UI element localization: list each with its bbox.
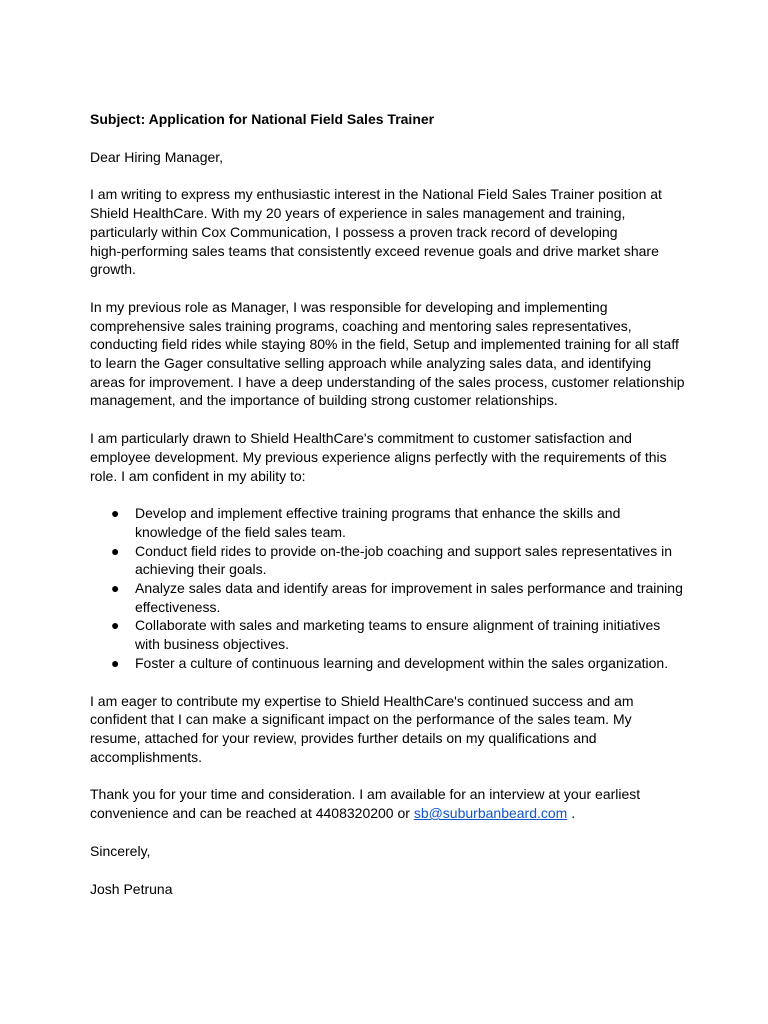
list-item bbox=[90, 616, 690, 653]
letter-page bbox=[90, 110, 690, 917]
list-item-text: Collaborate with sales and marketing teams to ensure alignment of training initiatives with business objectives. bbox=[135, 617, 661, 653]
list-item bbox=[90, 579, 690, 616]
abilities-list bbox=[90, 504, 690, 672]
bullet-icon: ● bbox=[111, 654, 120, 671]
list-item bbox=[90, 504, 690, 541]
list-item bbox=[90, 654, 690, 673]
list-item-text: Foster a culture of continuous learning and development within the sales organization. bbox=[135, 654, 669, 671]
email-link[interactable]: sb@suburbanbeard.com bbox=[413, 805, 568, 822]
contact-text: Thank you for your time and consideration. I am available for an interview at your earliest convenience and can be reached at 4408320200 or bbox=[90, 786, 641, 822]
list-item bbox=[90, 542, 690, 579]
list-item-text: Conduct field rides to provide on-the-job coaching and support sales representatives in achieving their goals. bbox=[135, 542, 672, 578]
bullet-icon: ● bbox=[111, 580, 120, 597]
letter-subject: Subject: Application for National Field Sales Trainer bbox=[90, 111, 435, 127]
paragraph-contribution: I am eager to contribute my expertise to Shield HealthCare's continued success and am confident that I can make a significant impact on the performance of the sales team. My resume, attached for your review, provides further details on my qualifications and accomplishments. bbox=[90, 692, 634, 765]
letter-closing: Sincerely, bbox=[90, 842, 151, 859]
paragraph-motivation: I am particularly drawn to Shield HealthCare's commitment to customer satisfaction and employee development. My previous experience aligns perfectly with the requirements of this role. I am confident in my ability to: bbox=[90, 430, 667, 484]
list-item-text: Analyze sales data and identify areas for improvement in sales performance and training effectiveness. bbox=[135, 580, 683, 615]
paragraph-intro: I am writing to express my enthusiastic interest in the National Field Sales Trainer position at Shield HealthCare. With my 20 years of experience in sales management and training, particularly within Cox Communication, I possess a proven track record of developing high-performing sales teams that consistently exceed revenue goals and drive market share growth. bbox=[90, 186, 662, 278]
list-item-text: Develop and implement effective training programs that enhance the skills and knowledge of the field sales team. bbox=[135, 505, 621, 540]
contact-text-end: . bbox=[567, 805, 576, 822]
bullet-icon: ● bbox=[111, 542, 120, 559]
paragraph-experience: In my previous role as Manager, I was responsible for developing and implementing comprehensive sales training programs, coaching and mentoring sales representatives, conducting field rides while staying 80% in the field, Setup and implemented training for all staff to learn the Gager consultative selling approach while analyzing sales data, and identifying areas for improvement. I have a deep understanding of the sales process, customer relationship management, and the importance of building strong customer relationships. bbox=[90, 298, 685, 409]
bullet-icon: ● bbox=[111, 617, 120, 634]
letter-greeting: Dear Hiring Manager, bbox=[90, 148, 224, 165]
signature-name: Josh Petruna bbox=[90, 880, 173, 897]
paragraph-contact bbox=[90, 785, 690, 822]
bullet-icon: ● bbox=[111, 505, 120, 522]
